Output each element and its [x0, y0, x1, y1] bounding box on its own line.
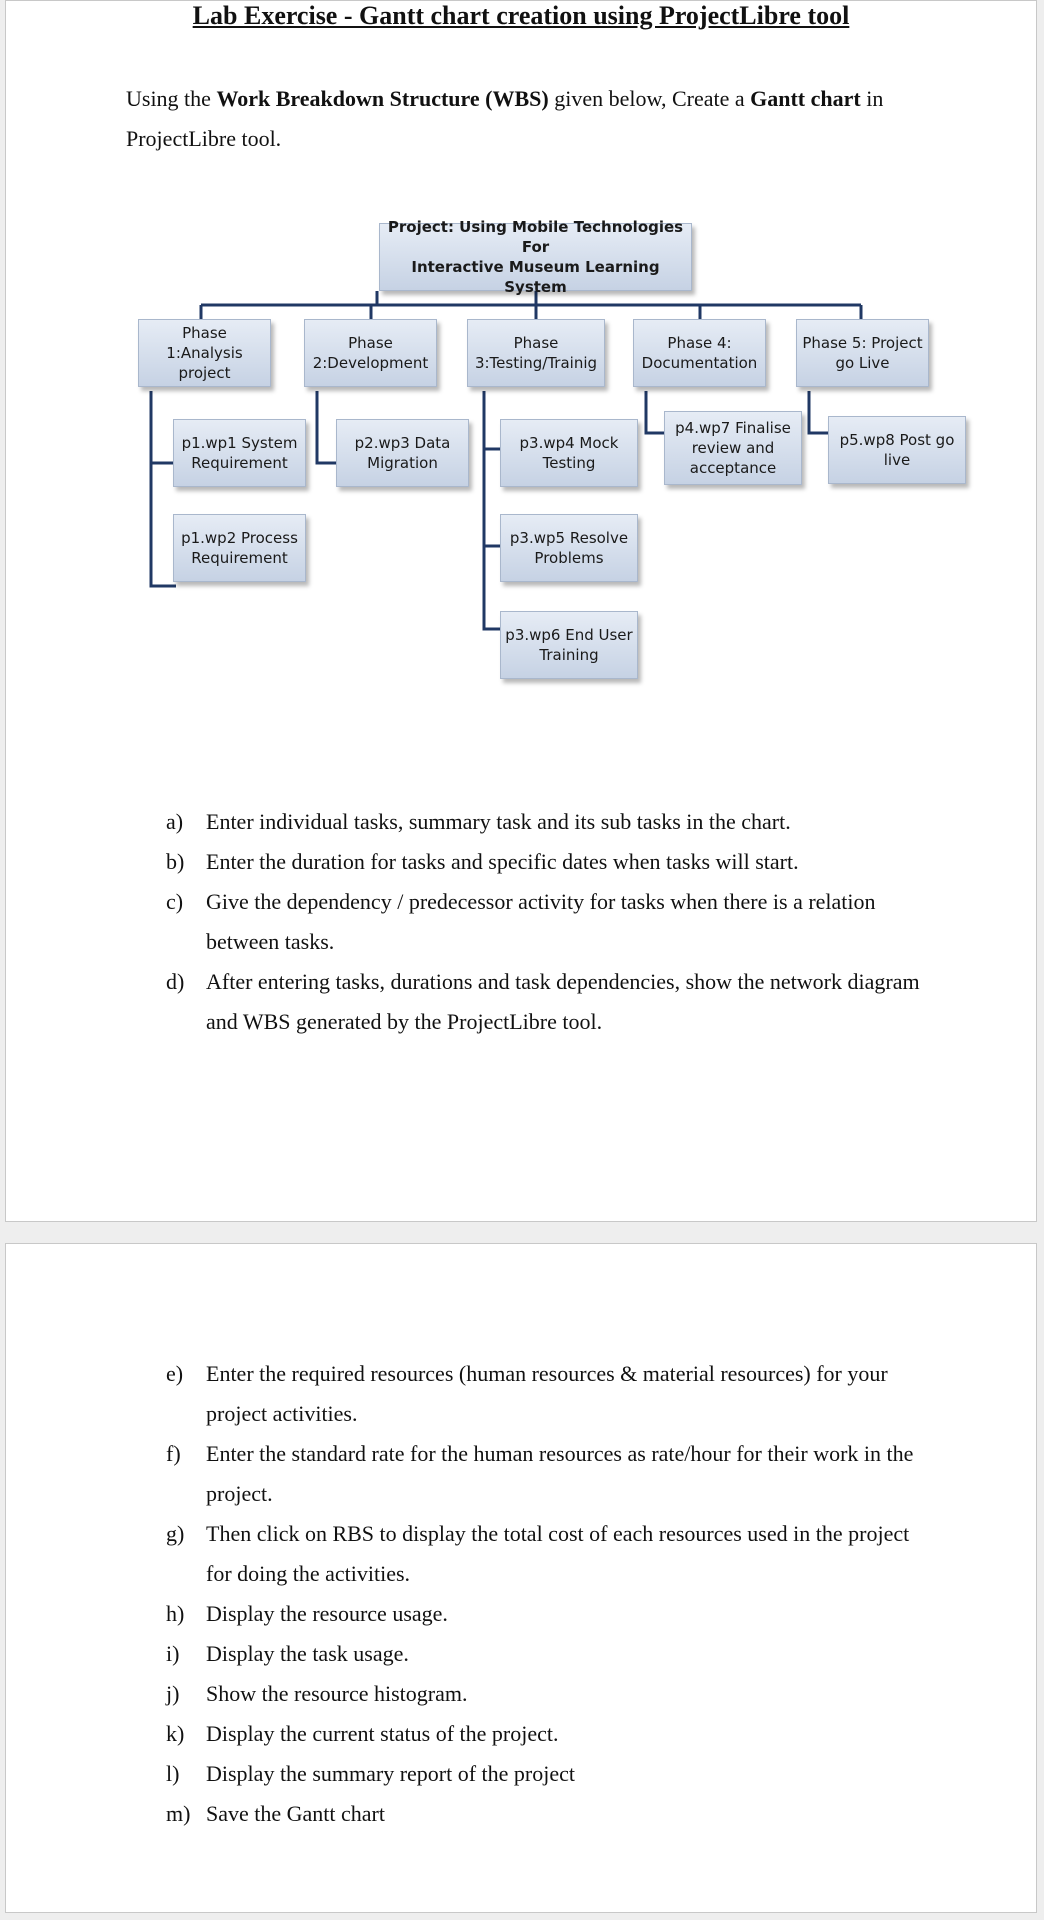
wbs-phase-line: Phase	[348, 334, 393, 352]
wbs-package-p1-wp1	[173, 419, 306, 487]
list-item	[166, 1714, 926, 1754]
list-item-text: Enter individual tasks, summary task and its sub tasks in the chart.	[206, 809, 791, 834]
list-item-text: Enter the duration for tasks and specific dates when tasks will start.	[206, 849, 799, 874]
task-list-part-2	[166, 1354, 926, 1834]
list-item	[166, 1794, 926, 1834]
wbs-phase-line: Documentation	[641, 354, 758, 372]
wbs-package-line: Requirement	[191, 549, 288, 567]
wbs-package-p5-wp8	[828, 416, 966, 484]
list-item-label: b)	[166, 849, 185, 874]
list-item	[166, 1594, 926, 1634]
wbs-package-p3-wp6	[500, 611, 638, 679]
list-item-text: Give the dependency / predecessor activity for tasks when there is a relation between tasks.	[206, 889, 876, 954]
wbs-package-line: p1.wp1 System	[181, 434, 298, 452]
list-item	[166, 1674, 926, 1714]
wbs-phase-1	[138, 319, 271, 387]
list-item-text: After entering tasks, durations and task dependencies, show the network diagram and WBS generated by the ProjectLibre tool.	[206, 969, 920, 1034]
wbs-package-p1-wp2	[173, 514, 306, 582]
wbs-package-line: p1.wp2 Process	[181, 529, 298, 547]
list-item-text: Save the Gantt chart	[206, 1801, 385, 1826]
wbs-diagram	[6, 1, 1038, 701]
document-page-1	[5, 0, 1037, 1222]
wbs-root-line: Project: Using Mobile Technologies For	[387, 218, 684, 256]
list-item-text: Show the resource histogram.	[206, 1681, 468, 1706]
page-title: Lab Exercise - Gantt chart creation using ProjectLibre tool	[192, 1, 850, 30]
wbs-package-line: p3.wp5 Resolve	[509, 529, 629, 547]
connector-p4-wp7	[646, 391, 666, 433]
wbs-phase-line: go Live	[835, 354, 890, 372]
wbs-package-line: Requirement	[191, 454, 288, 472]
list-item	[166, 1434, 926, 1514]
list-item	[166, 962, 926, 1042]
wbs-package-line: acceptance	[689, 459, 777, 477]
connector-p5-wp8	[809, 391, 828, 433]
list-item-text: Display the current status of the project.	[206, 1721, 559, 1746]
document-page-2	[5, 1243, 1037, 1913]
list-item-label: g)	[166, 1521, 185, 1546]
list-item-label: e)	[166, 1361, 184, 1386]
list-item-label: j)	[166, 1681, 180, 1706]
list-item-label: m)	[166, 1801, 191, 1826]
wbs-phase-line: 3:Testing/Trainig	[474, 354, 598, 372]
list-item-text: Then click on RBS to display the total cost of each resources used in the project for doing the activities.	[206, 1521, 910, 1586]
list-item-label: l)	[166, 1761, 180, 1786]
wbs-phase-line: 2:Development	[312, 354, 429, 372]
list-item-label: k)	[166, 1721, 185, 1746]
wbs-package-line: p4.wp7 Finalise	[675, 419, 791, 437]
connector-p2-wp3	[317, 391, 336, 463]
wbs-package-line: p3.wp6 End User	[505, 626, 633, 644]
list-item	[166, 842, 926, 882]
wbs-package-p4-wp7	[664, 411, 802, 485]
wbs-package-line: live	[883, 451, 911, 469]
connector-p3-children	[484, 391, 500, 629]
list-item-label: f)	[166, 1441, 181, 1466]
list-item	[166, 1634, 926, 1674]
list-item-label: a)	[166, 809, 184, 834]
wbs-package-line: Problems	[534, 549, 604, 567]
wbs-package-p3-wp5	[500, 514, 638, 582]
intro-bold-wbs: Work Breakdown Structure (WBS)	[216, 86, 549, 111]
wbs-phase-line: Phase	[513, 334, 559, 352]
list-item-text: Display the task usage.	[206, 1641, 409, 1666]
intro-text: Using the	[126, 86, 217, 111]
wbs-phase-3	[467, 319, 605, 387]
intro-bold-gantt: Gantt chart	[750, 86, 861, 111]
wbs-phase-2	[304, 319, 437, 387]
wbs-phase-line: Phase 4:	[667, 334, 732, 352]
list-item	[166, 882, 926, 962]
wbs-package-p3-wp4	[500, 419, 638, 487]
list-item-text: Display the summary report of the project	[206, 1761, 576, 1786]
list-item-label: c)	[166, 889, 184, 914]
wbs-phase-line: Phase 5: Project	[802, 334, 923, 352]
list-item	[166, 1754, 926, 1794]
intro-text: in ProjectLibre tool.	[126, 86, 884, 151]
intro-text: given below, Create a	[548, 86, 751, 111]
wbs-package-line: review and	[691, 439, 775, 457]
list-item	[166, 1354, 926, 1434]
wbs-package-line: p5.wp8 Post go	[839, 431, 955, 449]
list-item-label: i)	[166, 1641, 180, 1666]
list-item-text: Display the resource usage.	[206, 1601, 448, 1626]
wbs-root-node	[379, 218, 692, 296]
wbs-phase-5	[796, 319, 929, 387]
wbs-package-line: Training	[539, 646, 599, 664]
wbs-package-line: p2.wp3 Data	[354, 434, 451, 452]
task-list-part-1	[166, 802, 926, 1042]
wbs-root-line: Interactive Museum Learning System	[411, 258, 660, 296]
list-item	[166, 802, 926, 842]
wbs-phase-line: Phase 1:Analysis	[166, 324, 243, 362]
wbs-phase-4	[633, 319, 766, 387]
list-item-label: h)	[166, 1601, 185, 1626]
list-item-text: Enter the standard rate for the human resources as rate/hour for their work in the project.	[206, 1441, 914, 1506]
wbs-package-line: Migration	[367, 454, 438, 472]
wbs-package-line: p3.wp4 Mock	[519, 434, 619, 452]
wbs-package-p2-wp3	[336, 419, 469, 487]
list-item-text: Enter the required resources (human resources & material resources) for your project activities.	[206, 1361, 888, 1426]
wbs-package-line: Testing	[542, 454, 596, 472]
list-item	[166, 1514, 926, 1594]
list-item-label: d)	[166, 969, 185, 994]
wbs-phase-line: project	[178, 364, 231, 382]
